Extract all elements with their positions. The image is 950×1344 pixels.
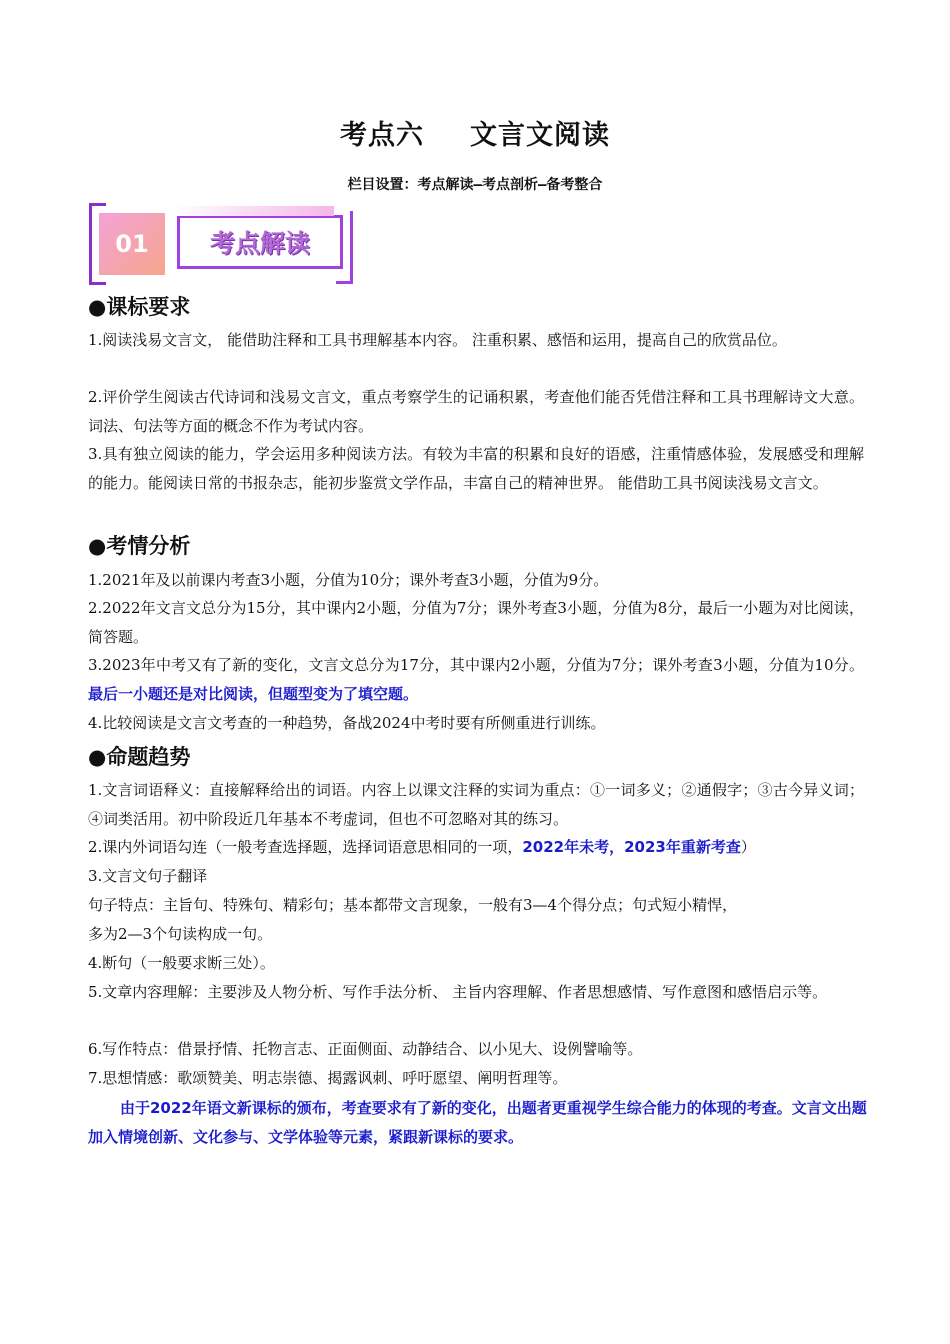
column-setting: 栏目设置：考点解读—考点剖析—备考整合	[347, 177, 603, 193]
list-item: 4.断句（一般要求断三处）。	[88, 954, 275, 972]
highlight-text: 2022年未考，2023年重新考查	[522, 838, 741, 856]
list-item: 7.思想情感：歌颂赞美、明志崇德、揭露讽刺、呼吁愿望、阐明哲理等。	[88, 1069, 568, 1087]
badge-number: 01	[99, 213, 165, 275]
page-title	[0, 113, 950, 152]
heading-question-trends: ●命题趋势	[88, 745, 191, 769]
closing-paragraph: 由于2022年语文新课标的颁布，考查要求有了新的变化，出题者更重视学生综合能力的体现的考查。文言文出题加入情境创新、文化参与、文学体验等元素，紧跟新课标的要求。	[88, 1099, 867, 1146]
list-item: 6.写作特点：借景抒情、托物言志、正面侧面、动静结合、以小见大、设例譬喻等。	[88, 1040, 643, 1058]
list-item: 句子特点：主旨句、特殊句、精彩句；基本都带文言现象，一般有3—4个得分点；句式短小精悍，	[88, 896, 738, 914]
list-item: 2.2022年文言文总分为15分，其中课内2小题，分值为7分；课外考查3小题，分值为8分，最后一小题为对比阅读，简答题。	[88, 599, 864, 646]
title-part-2: 文言文阅读	[470, 120, 610, 151]
list-item: 4.比较阅读是文言文考查的一种趋势，备战2024中考时要有所侧重进行训练。	[88, 714, 606, 732]
highlight-text: 最后一小题还是对比阅读，但题型变为了填空题。	[88, 684, 419, 703]
heading-exam-analysis: ●考情分析	[88, 534, 191, 558]
list-item: 1.阅读浅易文言文， 能借助注释和工具书理解基本内容。 注重积累、感悟和运用，提高自己的欣赏品位。	[88, 331, 787, 349]
heading-curriculum-requirements: ●课标要求	[88, 295, 191, 319]
list-item: 2.评价学生阅读古代诗词和浅易文言文，重点考察学生的记诵积累，考查他们能否凭借注释和工具书理解诗文大意。词法、句法等方面的概念不作为考试内容。	[88, 388, 864, 435]
list-item: 5.文章内容理解：主要涉及人物分析、写作手法分析、 主旨内容理解、作者思想感情、写作意图和感悟启示等。	[88, 983, 828, 1001]
list-item: 3.2023年中考又有了新的变化，文言文总分为17分，其中课内2小题，分值为7分；课外考查3小题，分值为10分。最后一小题还是对比阅读，但题型变为了填空题。	[88, 656, 864, 703]
badge-label: 考点解读	[177, 215, 343, 269]
list-item: 多为2—3个句读构成一句。	[88, 925, 273, 943]
title-part-1: 考点六	[340, 120, 424, 151]
list-item: 2.课内外词语勾连（一般考查选择题，选择词语意思相同的一项，2022年未考，2023年重新考查）	[88, 838, 756, 856]
list-item: 1.文言词语释义：直接解释给出的词语。内容上以课文注释的实词为重点：①一词多义；②通假字；③古今异义词；④词类活用。初中阶段近几年基本不考虚词，但也不可忽略对其的练习。	[88, 781, 864, 828]
list-item: 3.文言文句子翻译	[88, 867, 208, 885]
list-item: 1.2021年及以前课内考查3小题，分值为10分；课外考查3小题，分值为9分。	[88, 571, 609, 589]
list-item: 3.具有独立阅读的能力，学会运用多种阅读方法。有较为丰富的积累和良好的语感，注重情感体验，发展感受和理解的能力。能阅读日常的书报杂志，能初步鉴赏文学作品，丰富自己的精神世界。 能借助工具书阅读浅易文言文。	[88, 445, 864, 492]
section-badge	[89, 203, 359, 285]
